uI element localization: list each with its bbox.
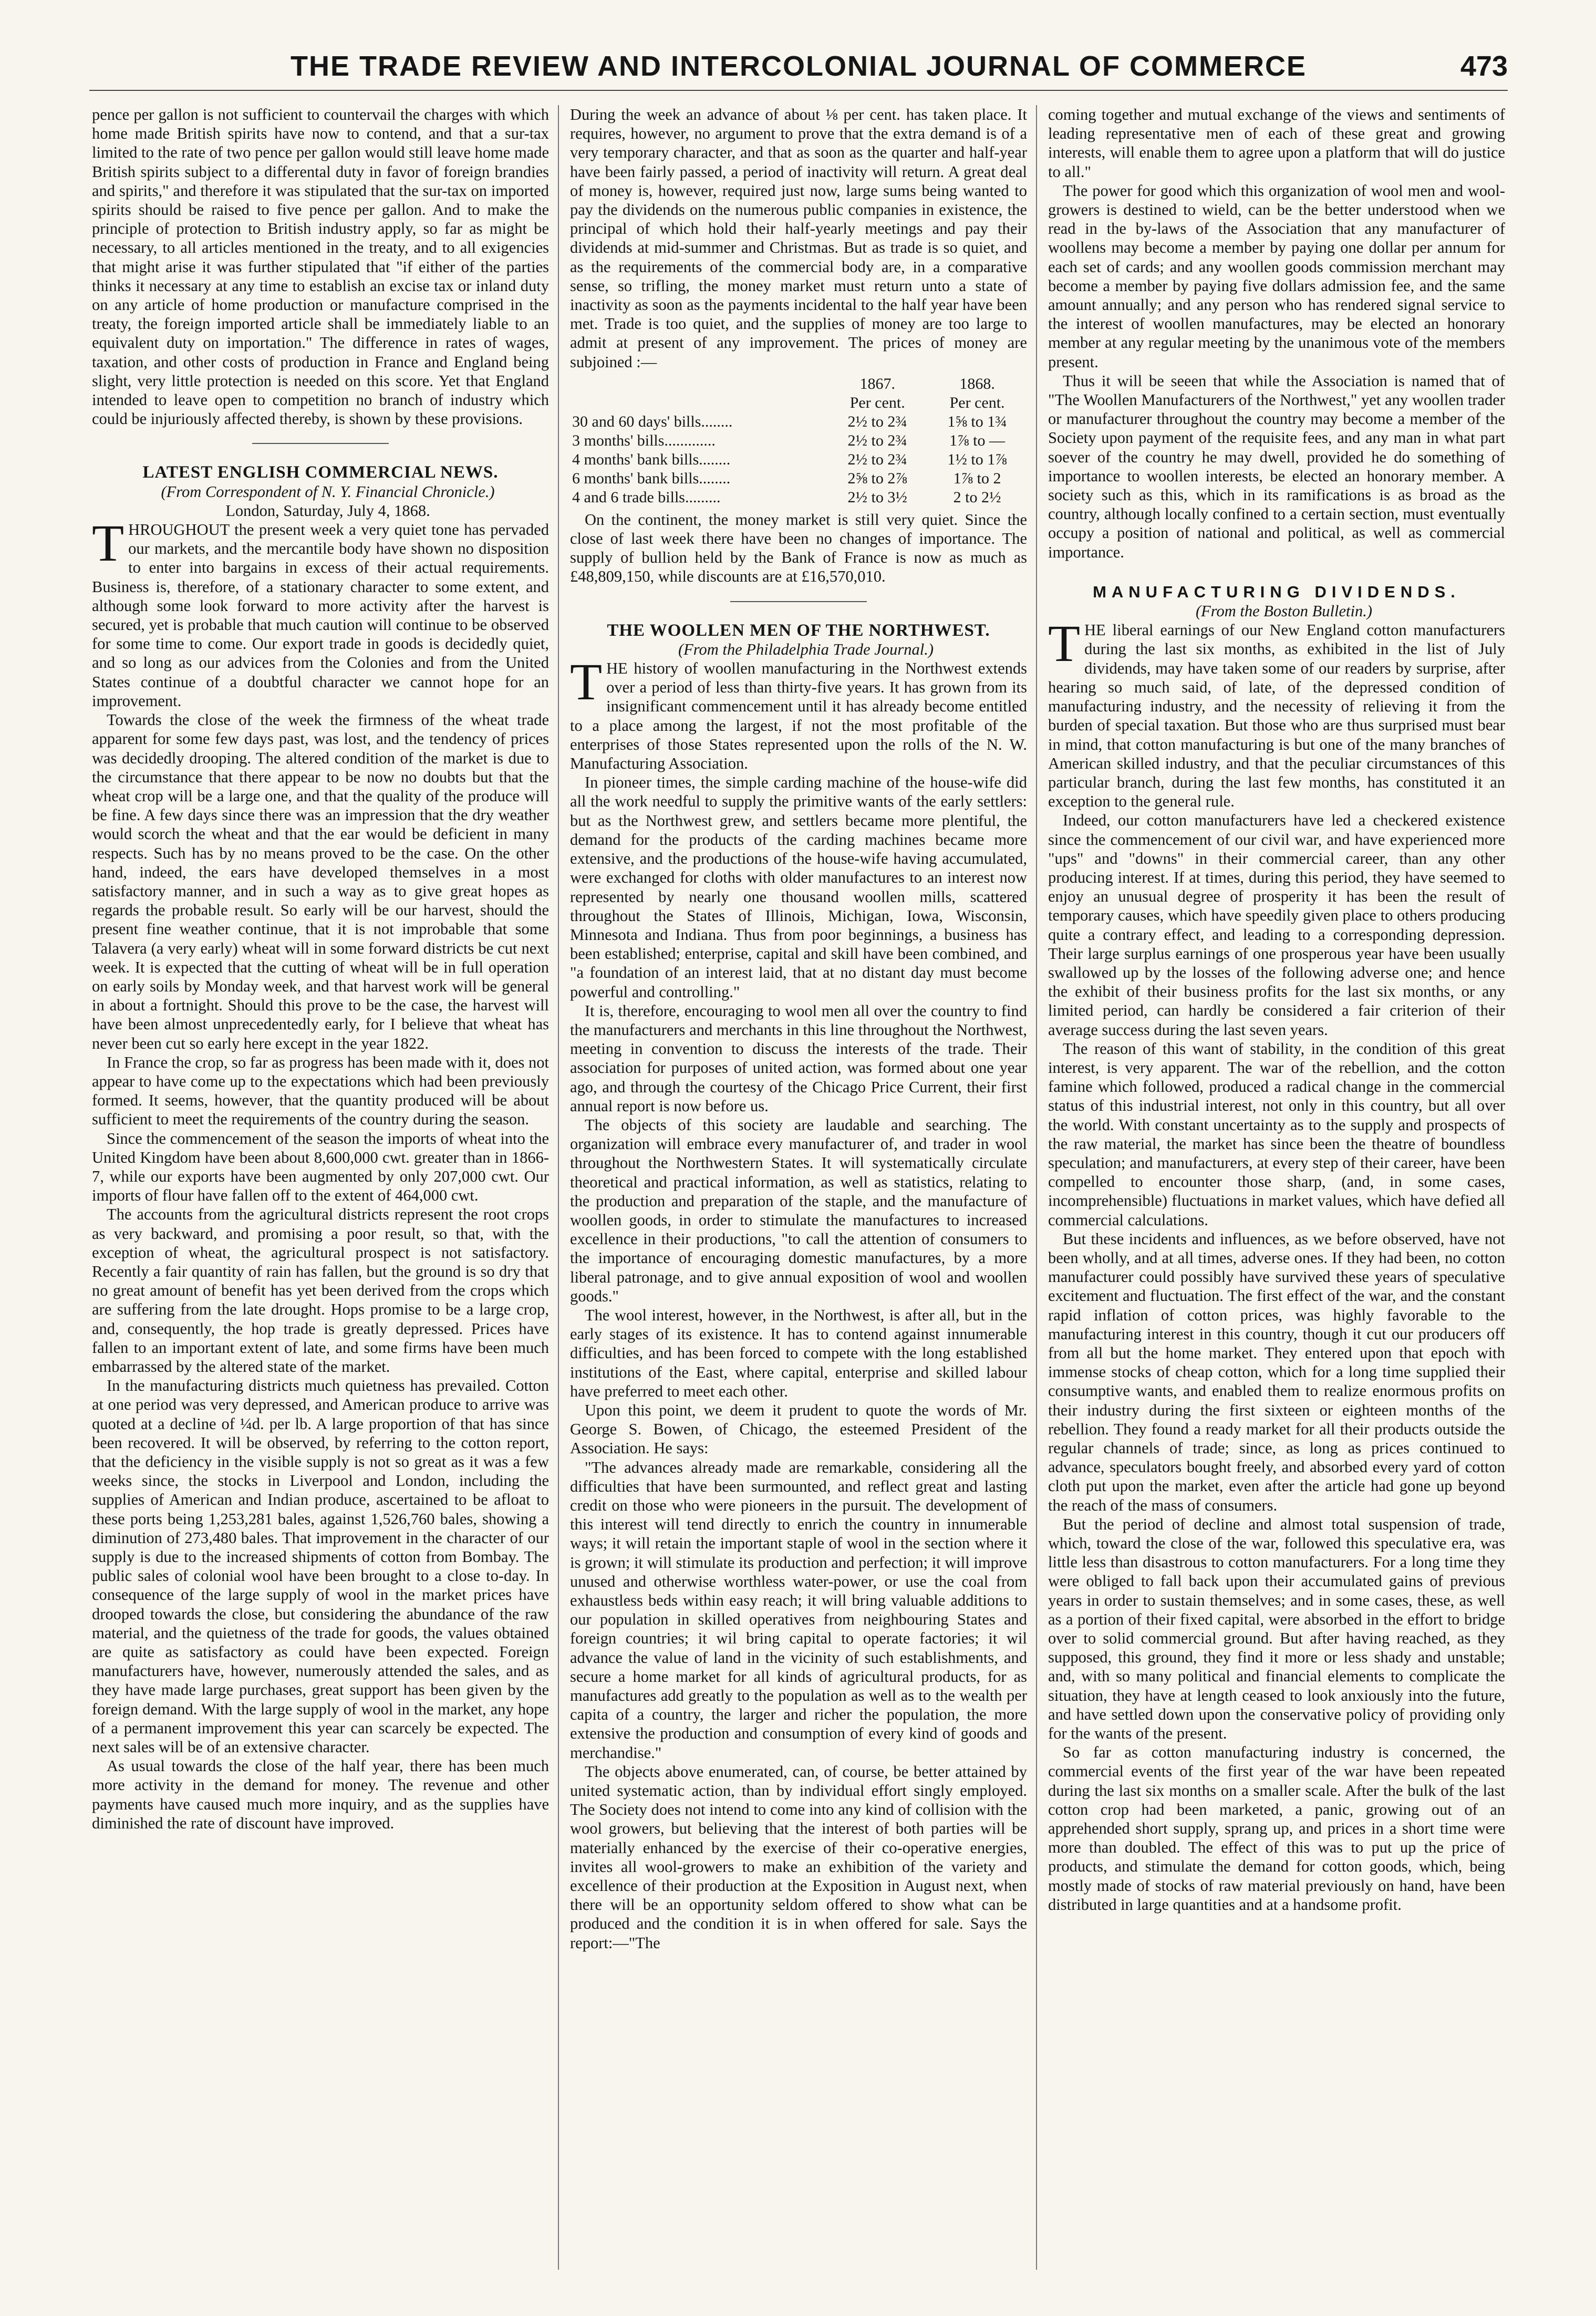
row-label: 4 and 6 trade bills......... (572, 488, 721, 506)
cell-1867: 2½ to 2¾ (847, 412, 907, 430)
table-row (570, 431, 1027, 450)
paragraph: The objects above enumerated, can, of course, be better attained by united systematic action, than by individual effort singly employed. The Society does not intend to come into any kind of collision with the wool growers, but believing that the interest of both parties will be materially enhanced by the exercise of their co-operative energies, invites all wool-growers to make an exhibition of the variety and excellence of their production at the Exposition in August next, when there will be an opportunity seldom offered to show what can be produced and the condition it is in when offered for sale. Says the report:—"The (570, 1762, 1027, 1952)
row-label: 30 and 60 days' bills........ (572, 412, 733, 430)
article-title: LATEST ENGLISH COMMERCIAL NEWS. (142, 463, 499, 482)
table-header-row (570, 375, 1027, 394)
paragraph: coming together and mutual exchange of the views and sentiments of leading representative men of each of these great and growing interests, will enable them to agree upon a platform that will do justice to all." (1048, 106, 1505, 181)
cell-1868: 1⅞ to — (949, 431, 1005, 449)
paragraph: The power for good which this organization of wool men and wool-growers is destined to wield, can be the better understood when we read in the by-laws of the Association that any manufacturer of woollens may become a member by paying one dollar per annum for each set of cards; and any woollen goods commission merchant may become a member by paying five dollars admission fee, and the same amount annually; and any person who has rendered signal service to the interest of woollen manufactures, may be elected an honorary member at any regular meeting by the unanimous vote of the members present. (1048, 181, 1505, 371)
paragraph: pence per gallon is not sufficient to countervail the charges with which home made British spirits have now to contend, and that a sur-tax limited to the rate of two pence per gallon would still leave home made British spirits subject to a differental duty in favor of foreign brandies and spirits," and therefore it was stipulated that the sur-tax on imported spirits should be raised to five pence per gallon. And to make the principle of protection to British industry apply, so far as might be necessary, to all articles mentioned in the treaty, and to all exigencies that might arise it was further stipulated that "if either of the parties thinks it necessary at any time to establish an excise tax or inland duty on any article of home production or manufacture comprised in the treaty, the foreign imported article shall be immediately liable to an equivalent duty on importation." The difference in rates of wages, taxation, and other costs of production in France and England being slight, very little protection is needed on this score. Yet that England intended to leave open to competition no branch of industry which could be injuriously affected thereby, is shown by these provisions. (92, 106, 549, 428)
table-row (570, 469, 1027, 488)
table-unit: Per cent. (949, 394, 1005, 411)
paragraph (1048, 614, 1505, 811)
column-1 (92, 105, 549, 2275)
paragraph: So far as cotton manufacturing industry is concerned, the commercial events of the first year of the war have been repeated during the last six months on a smaller scale. After the bulk of the last cotton crop had been marketed, a panic, growing out of an apprehended short supply, sprang up, and prices in a short time were more than doubled. The effect of this was to put up the price of products, and stimulate the demand for cotton goods, which, being mostly made of stocks of raw material previously on hand, have been distributed in large quantities and at a handsome profit. (1048, 1743, 1505, 1914)
paragraph: In the manufacturing districts much quietness has prevailed. Cotton at one period was very depressed, and American produce to arrive was quoted at a decline of ¼d. per lb. A large proportion of that has since been recovered. It will be observed, by referring to the cotton report, that the deficiency in the visible supply is not so great as it was a few weeks since, the stocks in Liverpool and London, including the supplies of American and Indian produce, ascertained to be afloat to these ports being 1,253,281 bales, against 1,526,760 bales, showing a diminution of 273,480 bales. That improvement in the character of our supply is due to the increased shipments of cotton from Bombay. The public sales of colonial wool have been brought to a close to-day. In consequence of the large supply of wool in the market prices have drooped towards the close, but considering the abundance of the raw material, and the quietness of the trade for goods, the values obtained are quite as satisfactory as could have been expected. Foreign manufacturers have, however, numerously attended the sales, and as they have made large purchases, great support has been given by the foreign demand. With the large supply of wool in the market, any hope of a permanent improvement this year can scarcely be expected. The next sales will be of an extensive character. (92, 1377, 549, 1756)
table-header-1868: 1868. (959, 375, 995, 392)
paragraph: The wool interest, however, in the Northwest, is after all, but in the early stages of its existence. It has to contend against innumerable difficulties, and has been forced to compete with the long established institutions of the East, where capital, enterprise and skilled labour have preferred to meet each other. (570, 1306, 1027, 1400)
drop-cap: T (570, 653, 603, 711)
cell-1868: 1⅝ to 1¾ (947, 412, 1007, 430)
money-prices-table (570, 375, 1027, 507)
paragraph: Since the commencement of the season the imports of wheat into the United Kingdom have been about 8,600,000 cwt. greater than in 1866-7, while our exports have been augmented by only 207,000 cwt. Our imports of flour have fallen off to the extent of 464,000 cwt. (92, 1129, 549, 1205)
paragraph: In France the crop, so far as progress has been made with it, does not appear to have come up to the expectations which had been previously formed. It seems, however, that the quantity produced will be about sufficient to meet the requirements of the country during the season. (92, 1053, 549, 1129)
cell-1867: 2½ to 2¾ (847, 431, 907, 449)
cell-1868: 2 to 2½ (953, 488, 1001, 506)
paragraph: As usual towards the close of the half year, there has been much more activity in the demand for money. The revenue and other payments have caused much more inquiry, and as the supplies have diminished the rate of discount have improved. (92, 1757, 549, 1832)
article-source: (From Correspondent of N. Y. Financial Chronicle.) (161, 482, 495, 501)
paragraph: The accounts from the agricultural districts represent the root crops as very backward, and promising a poor result, so that, with the exception of wheat, the agricultural prospect is not satisfactory. Recently a fair quantity of rain has fallen, but the ground is so dry that no great amount of benefit has yet been derived from the crops which are suffering from the late drought. Hops promise to be a large crop, and, consequently, the hop trade is greatly depressed. Prices have fallen to an important extent of late, and some firms have been much embarrassed by the altered state of the market. (92, 1205, 549, 1376)
table-row (570, 412, 1027, 431)
table-row (570, 488, 1027, 507)
column-3 (1048, 105, 1505, 2275)
page-number: 473 (1460, 50, 1508, 82)
table-unit: Per cent. (849, 394, 905, 411)
table-header-1867: 1867. (859, 375, 895, 392)
drop-cap: T (1048, 614, 1081, 673)
column-rule (558, 105, 559, 2270)
row-label: 3 months' bills............. (572, 431, 716, 449)
divider (730, 601, 867, 602)
cell-1867: 2½ to 3½ (847, 488, 907, 506)
column-rule (1036, 105, 1037, 2270)
paragraph: Towards the close of the week the firmness of the wheat trade apparent for some few days past, was lost, and the tendency of prices was decidedly drooping. The altered condition of the market is due to the circumstance that there appear to be now no doubts but that the wheat crop will be a large one, and that the quality of the produce will be fine. A few days since there was an impression that the dry weather would scorch the wheat and that the ear would be deficient in many respects. Such has by no means proved to be the case. On the other hand, indeed, the ears have developed themselves in a most satisfactory manner, and in such a way as to give great hopes as regards the probable result. So early will be our harvest, should the present fine weather continue, that it is not improbable that some Talavera (a very early) wheat will in some forward districts be cut next week. It is expected that the cutting of wheat will be in full operation on early soils by Monday week, and that harvest work will be general in about a fortnight. Should this prove to be the case, the harvest will have been almost unprecedentedly early, for I believe that wheat has never been cut so early here except in the year 1822. (92, 711, 549, 1052)
paragraph: Upon this point, we deem it prudent to quote the words of Mr. George S. Bowen, of Chicago, the esteemed President of the Association. He says: (570, 1401, 1027, 1457)
journal-title: THE TRADE REVIEW AND INTERCOLONIAL JOURNAL OF COMMERCE (290, 50, 1307, 82)
paragraph: The objects of this society are laudable and searching. The organization will embrace every manufacturer of, and trader in wool throughout the Northwestern States. It will systematically circulate theoretical and practical information, as well as statistics, relating to the production and preparation of the staple, and the manufacture of woollen goods, in order to stimulate the manufactures to increased excellence in their productions, "to call the attention of consumers to the importance of encouraging domestic manufactures, by a more liberal patronage, and to give annual exposition of wool and woollen goods." (570, 1115, 1027, 1305)
paragraph: The reason of this want of stability, in the condition of this great interest, is very apparent. The war of the rebellion, and the cotton famine which followed, produced a radical change in the commercial status of this industrial interest, not only in this country, but all over the world. With constant uncertainty as to the supply and prospects of the raw material, the market has since been the theatre of boundless speculation; and manufacturers, at every step of their career, have been compelled to encounter those sharp, (and, in some cases, incomprehensible) fluctuations in market values, which have defied all commercial calculations. (1048, 1039, 1505, 1229)
paragraph: But the period of decline and almost total suspension of trade, which, toward the close of the war, followed this speculative era, was little less than disastrous to cotton manufacturers. For a long time they were obliged to fall back upon their accumulated gains of previous years in order to sustain themselves; and in some cases, these, as well as a portion of their fixed capital, were absorbed in the effort to bridge over to solid commercial ground. But after having reached, as they supposed, this ground, they find it more or less shady and unstable; and, with so many political and financial elements to complicate the situation, they have at length ceased to look anxiously into the future, and have settled down upon the conservative policy of providing only for the wants of the present. (1048, 1515, 1505, 1743)
table-unit-row (570, 394, 1027, 412)
article-source: (From the Boston Bulletin.) (1195, 602, 1372, 621)
paragraph: On the continent, the money market is still very quiet. Since the close of last week there have been no changes of importance. The supply of bullion held by the Bank of France is now as much as £48,809,150, while discounts are at £16,570,010. (570, 510, 1027, 586)
paragraph (570, 653, 1027, 773)
article-source: (From the Philadelphia Trade Journal.) (678, 640, 934, 658)
paragraph-text: HE history of woollen manufacturing in the Northwest extends over a period of less than thirty-five years. It has grown from its insignificant commencement until it has already become entitled to a place among the largest, if not the most profitable of the enterprises of those States represented upon the rolls of the N. W. Manufacturing Association. (570, 659, 1027, 773)
cell-1868: 1⅞ to 2 (953, 469, 1001, 487)
paragraph: Thus it will be seeen that while the Association is named that of "The Woollen Manufacturers of the Northwest," yet any woollen trader or manufacturer throughout the country may become a member of the Society upon payment of the requisite fees, and any man in what part soever of the country he may dwell, provided he do something of importance to woollen interests, be elected an honorary member. A society such as this, which in its ramifications is as broad as the country, although locally confined to a certain section, must eventually occupy a position of national and political, as well as commercial importance. (1048, 371, 1505, 561)
row-label: 6 months' bank bills........ (572, 469, 731, 487)
article-title: MANUFACTURING DIVIDENDS. (1093, 582, 1460, 601)
paragraph: But these incidents and influences, as we before observed, have not been wholly, and at all times, adverse ones. If they had been, no cotton manufacturer could possibly have survived these years of speculative excitement and fluctuation. The first effect of the war, and the constant rapid inflation of cotton prices, was highly favorable to the manufacturing interest in this country, though it cut our producers off from all but the home market. They entered upon that epoch with immense stocks of cheap cotton, which for a long time supplied their consumptive wants, and enabled them to realize enormous profits on their industry during the first sixteen or eighteen months of the rebellion. They found a ready market for all their products outside the regular channels of trade; since, as long as prices continued to advance, speculators bought freely, and absorbed every yard of cotton cloth put upon the market, even after the article had gone up beyond the reach of the mass of consumers. (1048, 1229, 1505, 1514)
paragraph: Indeed, our cotton manufacturers have led a checkered existence since the commencement of our civil war, and have experienced more "ups" and "downs" in their commercial career, than any other producing interest. If at times, during this period, they have seemed to enjoy an unusual degree of prosperity it has been the result of temporary causes, which have speedily given place to others producing quite a contrary effect, and leading to a corresponding depression. Their large surplus earnings of one prosperous year have been usually swallowed up by the losses of the following adverse one; and hence the exhibit of their business profits for the last six months, or any limited period, can hardly be considered a fair criterion of their average success during the last seven years. (1048, 811, 1505, 1039)
paragraph: In pioneer times, the simple carding machine of the house-wife did all the work needful to supply the primitive wants of the early settlers: but as the Northwest grew, and settlers became more plentiful, the demand for the products of the carding machines became more extensive, and the productions of the house-wife having accumulated, were exchanged for cloths with older manufactures to an interest now represented by nearly one thousand woollen mills, scattered throughout the States of Illinois, Michigan, Iowa, Wisconsin, Minnesota and Indiana. Thus from poor beginnings, a business has been established; enterprise, capital and skill have been combined, and "a foundation of an interest laid, that at no distant day must become powerful and controlling." (570, 773, 1027, 1001)
quotation: "The advances already made are remarkable, considering all the difficulties that have been surmounted, and reflect great and lasting credit on those who were pioneers in the pursuit. The development of this interest will tend directly to enrich the country in innumerable ways; it will retain the important staple of wool in the section where it is grown; it will stimulate its production and perfection; it will improve unused and otherwise worthless water-power, or use the coal from exhaustless beds within easy reach; it will bring valuable additions to our population in skilled operatives from neighbouring States and foreign countries; it wil bring capital to operate factories; it wil advance the value of land in the vicinity of such establishments, and secure a home market for all kinds of agricultural products, for as manufactures add greatly to the population as well as to the wealth per capita of a country, the larger and richer the population, the more extensive the production and consumption of every kind of goods and merchandise." (570, 1458, 1027, 1762)
paragraph: During the week an advance of about ⅛ per cent. has taken place. It requires, however, no argument to prove that the extra demand is of a very temporary character, and that as soon as the quarter and half-year have been fairly passed, a period of inactivity will return. A great deal of money is, however, required just now, large sums being wanted to pay the dividends on the numerous public companies in existence, the principal of which hold their half-yearly meetings and pay their dividends at mid-summer and Christmas. But as trade is so quiet, and as the requirements of the commercial body are, in a comparative sense, so trifling, the money market must return unto a state of inactivity as soon as the payments incidental to the half year have been met. Trade is too quiet, and the supplies of money are too large to admit at present of any improvement. The prices of money are subjoined :— (570, 106, 1027, 371)
cell-1867: 2½ to 2¾ (847, 450, 907, 468)
cell-1868: 1½ to 1⅞ (947, 450, 1007, 468)
dateline: London, Saturday, July 4, 1868. (225, 501, 430, 520)
paragraph (92, 514, 549, 710)
article-title: THE WOOLLEN MEN OF THE NORTHWEST. (607, 621, 990, 640)
divider (252, 443, 389, 444)
paragraph: It is, therefore, encouraging to wool men all over the country to find the manufacturers and merchants in this line throughout the Northwest, meeting in convention to discuss the interests of the trade. Their association for purposes of united action, was formed about one year ago, and through the courtesy of the Chicago Price Current, their first annual report is now before us. (570, 1001, 1027, 1115)
paragraph-text: HE liberal earnings of our New England cotton manufacturers during the last six months, as exhibited in the list of July dividends, may have taken some of our readers by surprise, after hearing so much said, of late, of the depressed condition of manufacturing industry, and the necessity of relieving it from the burden of special taxation. But those who are thus surprised must bear in mind, that cotton manufacturing is but one of the many branches of American skilled industry, and that the peculiar circumstances of this particular branch, during the last few months, has constituted it an exception to the general rule. (1048, 621, 1505, 811)
row-label: 4 months' bank bills........ (572, 450, 731, 468)
table-row (570, 450, 1027, 469)
column-2 (570, 105, 1027, 2275)
cell-1867: 2⅝ to 2⅞ (847, 469, 907, 487)
paragraph-text: HROUGHOUT the present week a very quiet tone has pervaded our markets, and the mercantile body have shown no disposition to enter into bargains in excess of their actual requirements. Business is, therefore, of a stationary character to some extent, and although some look forward to more activity after the harvest is secured, yet is probable that much caution will continue to be observed for some time to come. Our export trade in goods is decidedly quiet, and so long as our advices from the Colonies and from the United States continue of a doubtful character we cannot hope for an improvement. (92, 521, 549, 710)
drop-cap: T (92, 514, 125, 573)
page-header (89, 50, 1508, 91)
